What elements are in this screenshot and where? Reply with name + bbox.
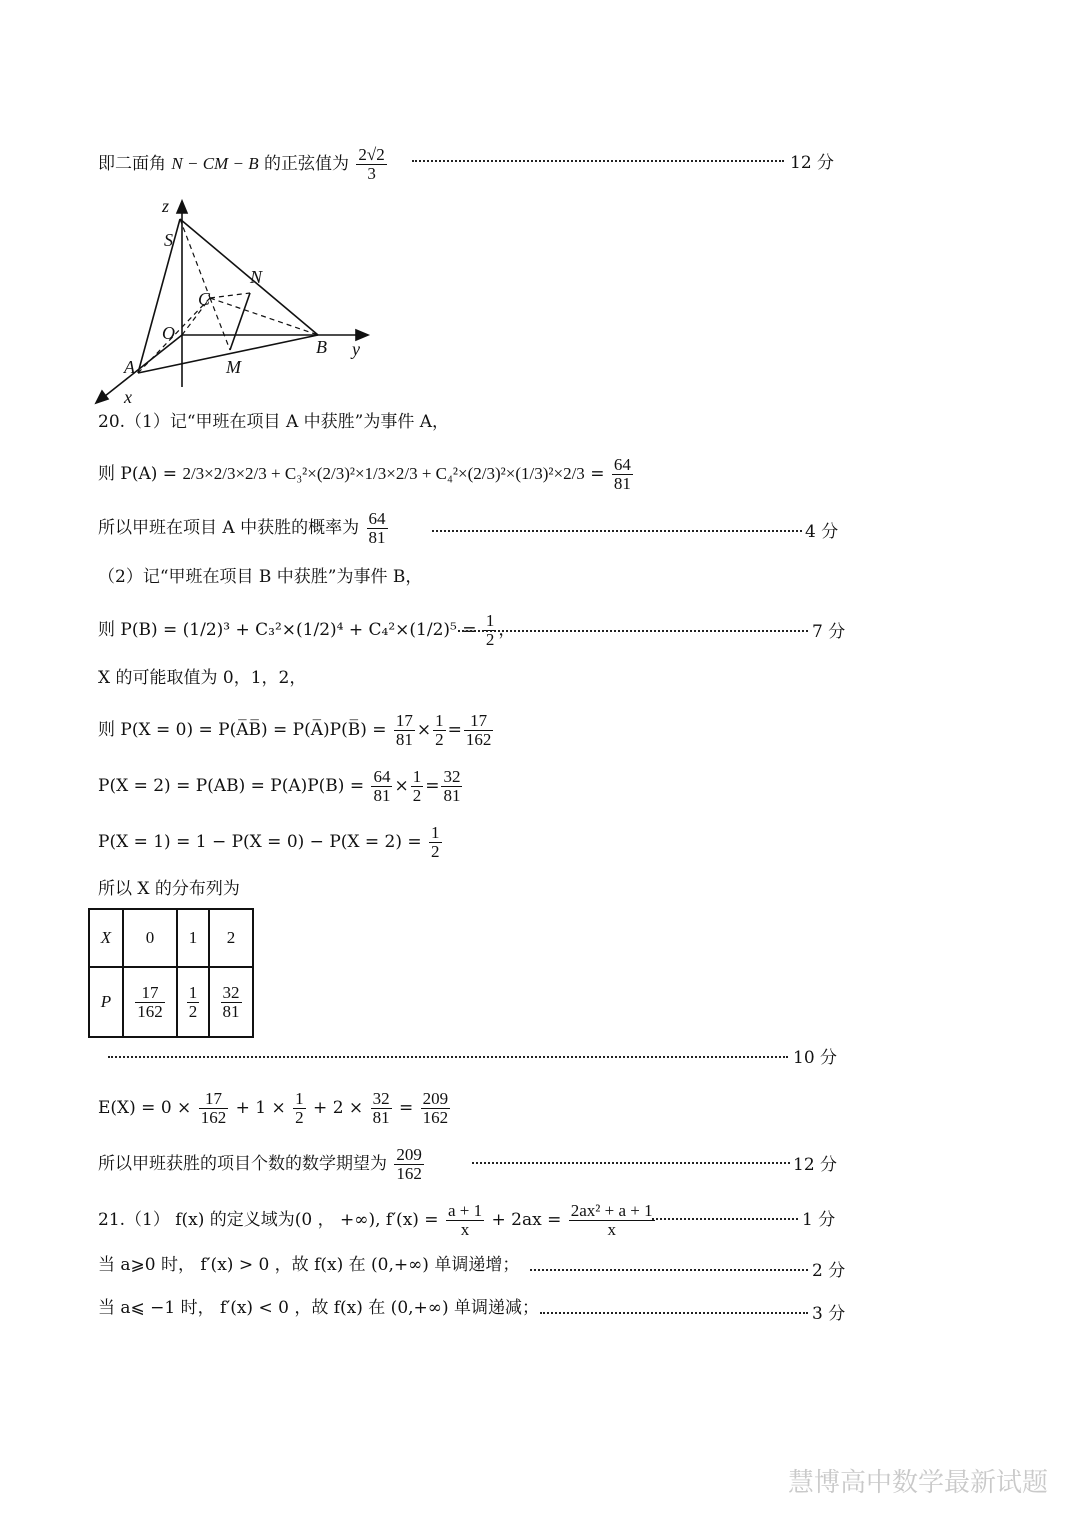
point-N-label: N (250, 267, 263, 287)
dihedral-label: N − CM − B (171, 154, 259, 173)
text: 即二面角 (98, 154, 172, 174)
conclusion-line (98, 146, 900, 183)
table-cell: $\frac{1}{2}$ (177, 967, 209, 1037)
q20-part2: （2）记“甲班在项目 B 中获胜”为事件 B， (98, 567, 423, 587)
axis-z-label: z (162, 196, 170, 216)
score: 3 分 (812, 1304, 846, 1324)
table-cell: 1 (177, 909, 209, 967)
pb-formula: 则 P(B) = (1/2)³ + C₃²×(1/2)⁴ + C₄²×(1/2)⁵ = $\frac{1}{2}$ ， (98, 611, 516, 649)
fraction: $\frac{1}{2}$ (485, 611, 495, 649)
fraction: $\frac{64}{81}$ (613, 455, 631, 493)
score: 2 分 (812, 1261, 846, 1281)
watermark: 慧博高中数学最新试题 (787, 1468, 1048, 1498)
score: 12 分 (790, 153, 835, 173)
table-cell: $\frac{17}{162}$ (123, 967, 177, 1037)
expectation-line: E(X) = 0 × $\frac{17}{162}$ + 1 × $\frac{1}{2}$ + 2 × $\frac{32}{81}$ = $\frac{209}{162}$ (98, 1089, 449, 1127)
x-values: X 的可能取值为 0，1，2， (98, 668, 307, 688)
expectation-conclusion: 所以甲班获胜的项目个数的数学期望为 $\frac{209}{162}$ (98, 1145, 422, 1183)
table-header-p: P (89, 967, 123, 1037)
point-C-label: C (198, 289, 211, 309)
table-header-x: X (89, 909, 123, 967)
dot-leader (108, 1056, 788, 1058)
score: 10 分 (793, 1048, 838, 1068)
q21-case2: 当 a⩽ −1 时， f′(x) < 0 ，故 f(x) 在 (0,+∞) 单调递减； (98, 1298, 539, 1318)
point-B-label: B (316, 337, 327, 357)
dot-leader (530, 1269, 808, 1271)
fraction: $\frac{2√2}{3}$ (358, 145, 385, 183)
q21-part1: 21.（1） f(x) 的定义域为(0 ， +∞), f′(x) = $\frac{a + 1}{x}$ + 2ax = $\frac{\text{2ax² + a + 1}}{x}$ (98, 1201, 653, 1239)
table-cell: $\frac{32}{81}$ (209, 967, 253, 1037)
point-S-label: S (164, 230, 173, 250)
table-cell: 2 (209, 909, 253, 967)
score: 12 分 (793, 1155, 838, 1175)
dot-leader (458, 630, 808, 632)
dot-leader (472, 1162, 790, 1164)
pa-conclusion: 所以甲班在项目 A 中获胜的概率为 $\frac{64}{81}$ (98, 509, 386, 547)
q20-part1: 20.（1）记“甲班在项目 A 中获胜”为事件 A， (98, 412, 449, 432)
dot-leader (432, 530, 802, 532)
point-O-label: O (162, 323, 175, 343)
score: 4 分 (805, 522, 839, 542)
table-cell: 0 (123, 909, 177, 967)
px2-line: P(X = 2) = P(AB) = P(A)P(B) = $\frac{64}{81}$ × $\frac{1}{2}$ = $\frac{32}{81}$ (98, 767, 461, 805)
px1-line: P(X = 1) = 1 − P(X = 0) − P(X = 2) = $\frac{1}{2}$ (98, 823, 440, 861)
score: 7 分 (812, 622, 846, 642)
q21-case1: 当 a⩾0 时， f′(x) > 0 ，故 f(x) 在 (0,+∞) 单调递增； (98, 1255, 520, 1275)
fraction: $\frac{64}{81}$ (368, 509, 386, 547)
dot-leader (412, 160, 784, 162)
dist-intro: 所以 X 的分布列为 (98, 879, 240, 899)
px0-line: 则 P(X = 0) = P(A̅B̅) = P(A̅)P(B̅) = $\frac{17}{81}$ × $\frac{1}{2}$ = $\frac{17}{162}$ (98, 711, 492, 749)
point-A-label: A (124, 357, 135, 377)
score: 1 分 (802, 1210, 836, 1230)
dot-leader (652, 1218, 798, 1220)
point-M-label: M (226, 357, 241, 377)
axis-y-label: y (352, 339, 360, 359)
axis-x-label: x (124, 387, 132, 407)
pyramid-figure (90, 195, 380, 410)
distribution-table (88, 908, 254, 1038)
dot-leader (540, 1312, 808, 1314)
text: 的正弦值为 (258, 154, 349, 174)
pa-formula: 则 P(A) = 2/3×2/3×2/3 + C₃²×(2/3)²×1/3×2/3 + C₄²×(2/3)²×(1/3)²×2/3 = $\frac{64}{81}$ (98, 455, 631, 493)
